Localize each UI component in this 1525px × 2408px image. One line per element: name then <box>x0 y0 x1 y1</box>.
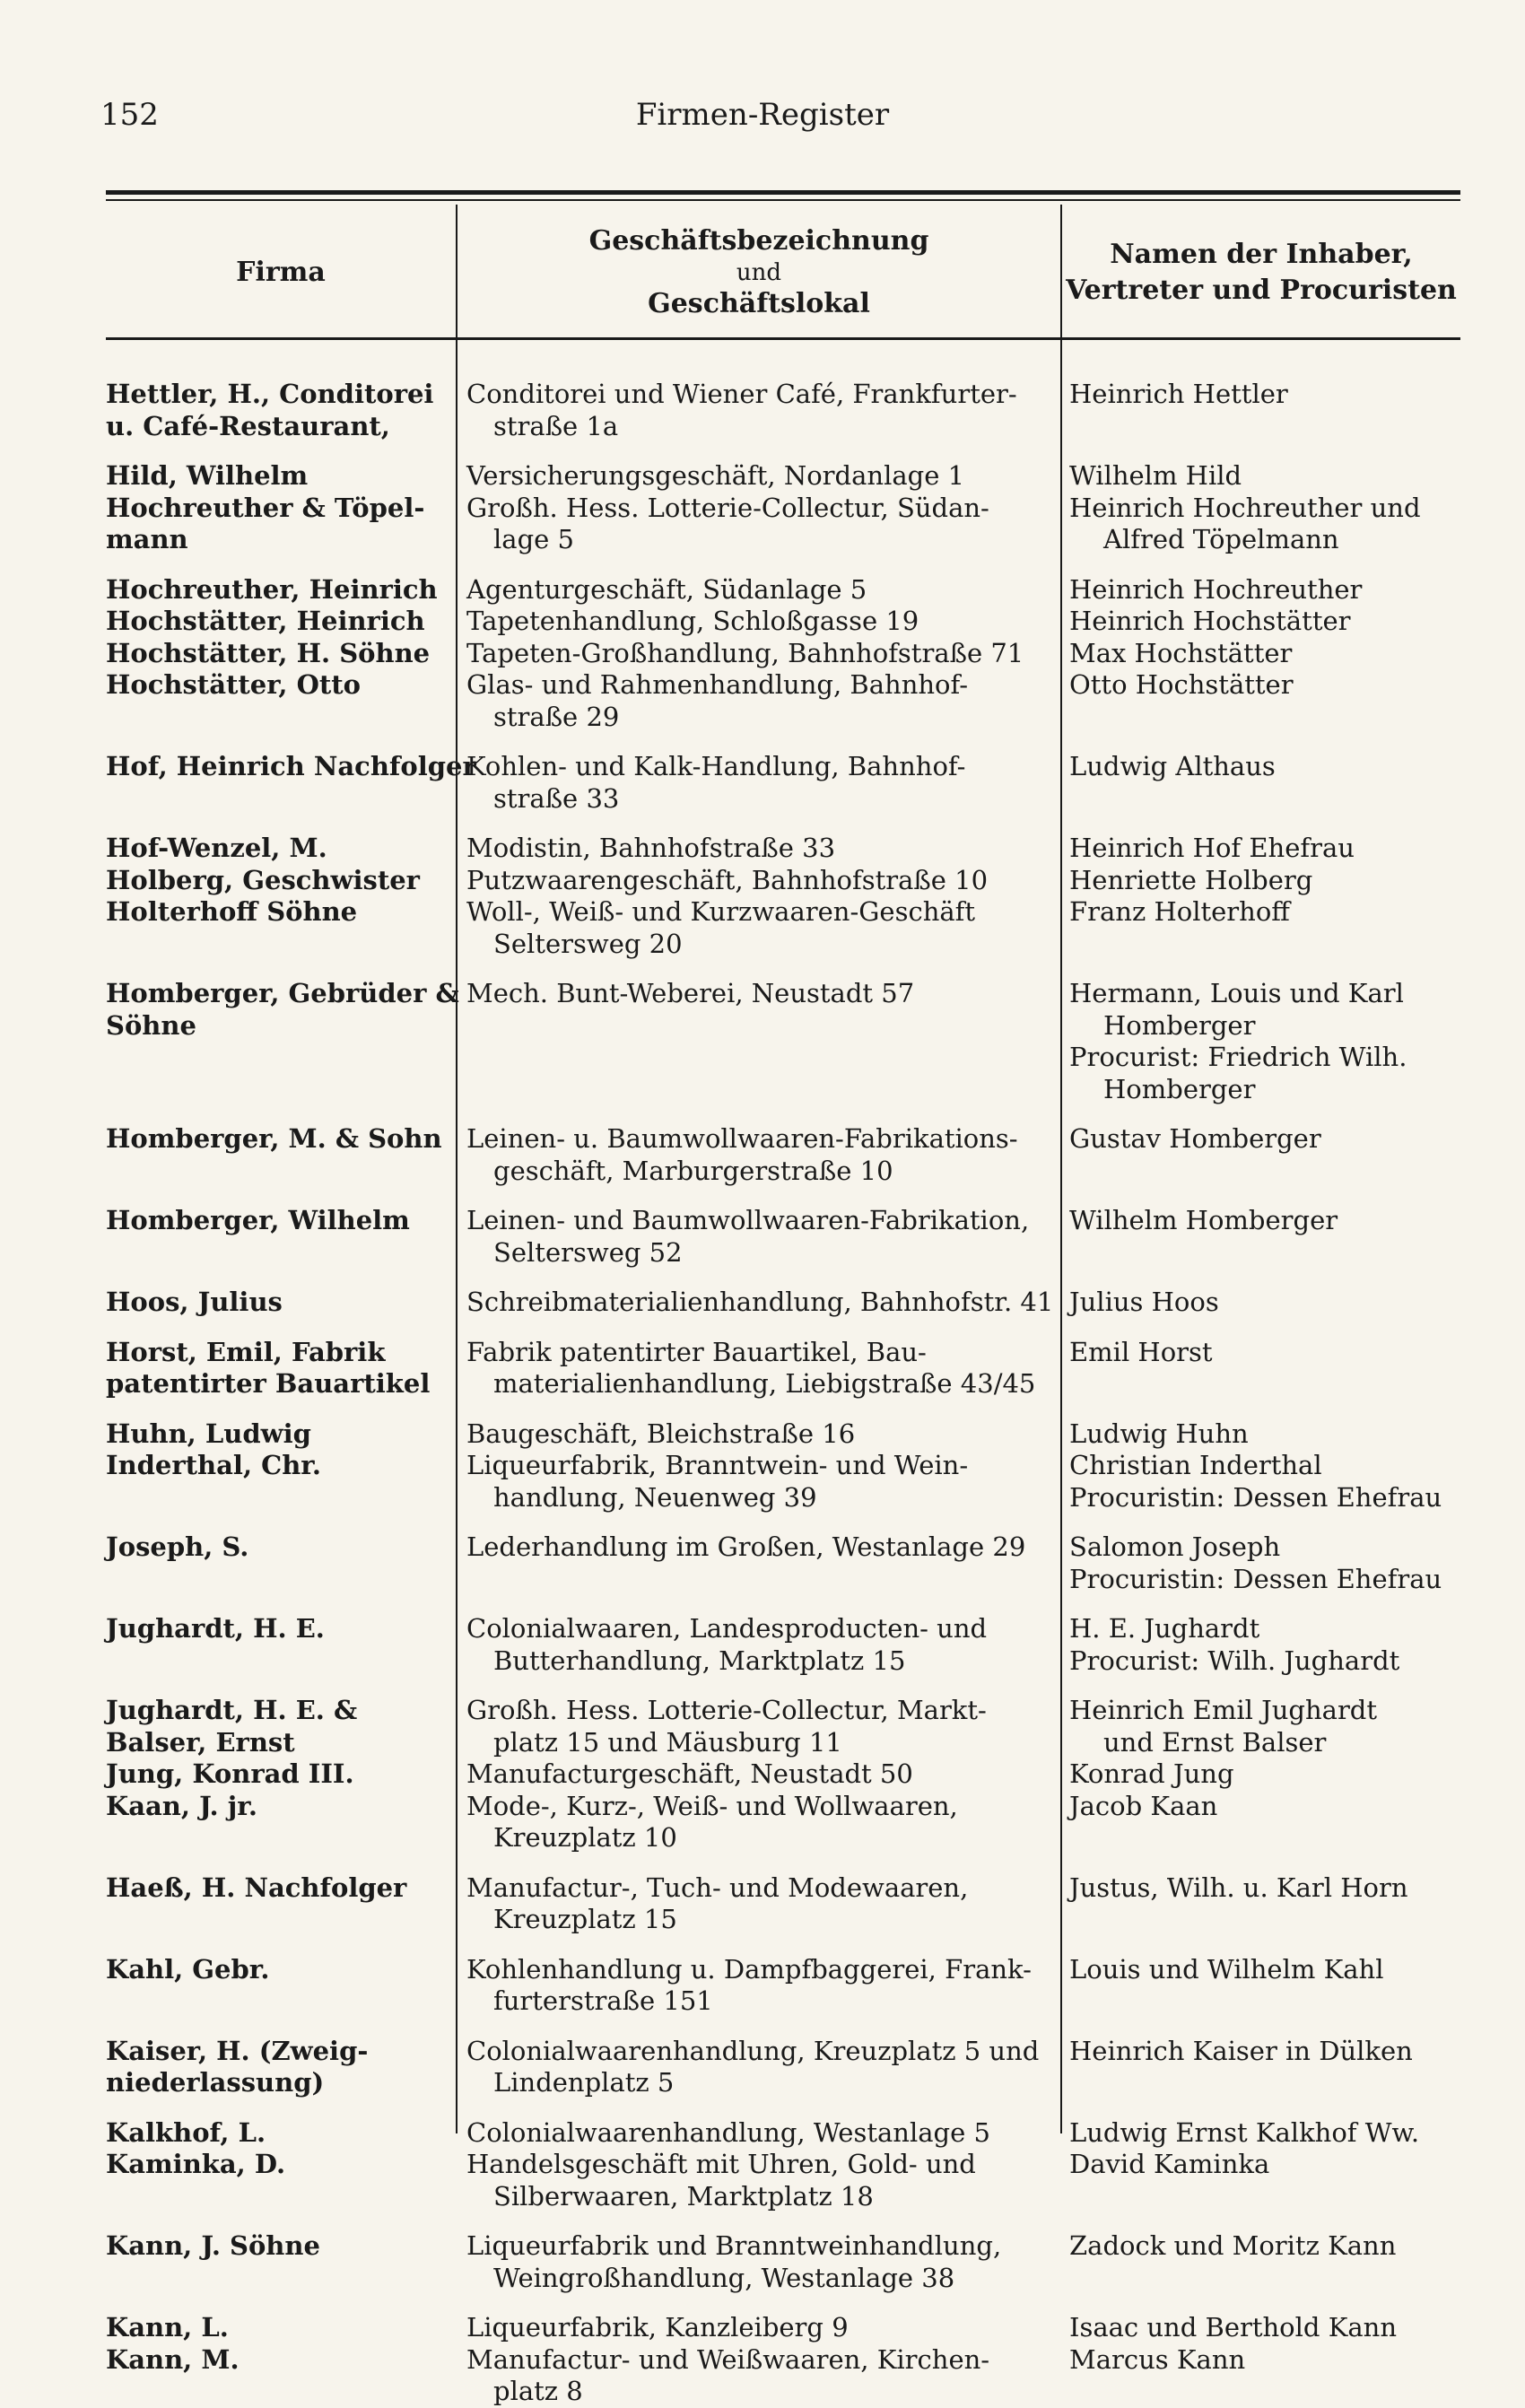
firm-name-line: Kaiser, H. (Zweig- <box>106 2035 369 2066</box>
register-row <box>106 1531 1460 1595</box>
firm-name <box>106 460 456 493</box>
header-bottom-rule <box>106 337 1460 340</box>
column-header-business <box>458 208 1060 337</box>
register-row <box>106 2149 1460 2212</box>
register-row <box>106 1337 1460 1400</box>
owner-names-line: Ludwig Althaus <box>1069 751 1276 781</box>
firm-name-line: Holberg, Geschwister <box>106 864 420 895</box>
column-header-business-line2: Geschäftslokal <box>648 288 870 319</box>
business-description-line: Kohlen- und Kalk-Handlung, Bahnhof- <box>466 751 966 781</box>
business-description <box>456 1758 1059 1791</box>
firm-name-line: Haeß, H. Nachfolger <box>106 1871 407 1903</box>
business-description-line: Leinen- und Baumwollwaaren-Fabrikation, <box>466 1205 1030 1235</box>
firm-name-line: Hochstätter, Otto <box>106 669 361 700</box>
firm-name-line: Homberger, M. & Sohn <box>106 1123 442 1154</box>
business-description-line: materialienhandlung, Liebigstraße 43/45 <box>493 1368 1036 1399</box>
owner-names <box>1059 2149 1460 2212</box>
owner-names-line: Procuristin: Dessen Ehefrau <box>1069 1563 1442 1594</box>
business-description <box>456 1791 1059 1854</box>
firm-name-line: Kaminka, D. <box>106 2149 286 2179</box>
owner-names <box>1059 638 1460 670</box>
register-row <box>106 751 1460 815</box>
column-header-owners-line1: Namen der Inhaber, <box>1110 239 1413 270</box>
firm-name <box>106 2149 456 2212</box>
firm-name <box>106 1418 456 1451</box>
business-description <box>456 2036 1059 2099</box>
business-description-line: Liqueurfabrik, Branntwein- und Wein- <box>466 1450 969 1480</box>
business-description-line: straße 33 <box>493 782 620 814</box>
business-description-line: Seltersweg 20 <box>493 928 683 959</box>
business-description-line: platz 15 und Mäusburg 11 <box>493 1726 842 1758</box>
firm-name <box>106 379 456 442</box>
register-row <box>106 1872 1460 1936</box>
business-description <box>456 638 1059 670</box>
firm-name-line: u. Café-Restaurant, <box>106 410 390 441</box>
owner-names <box>1059 833 1460 865</box>
owner-names-line: Max Hochstätter <box>1069 637 1293 668</box>
owner-names <box>1059 1791 1460 1854</box>
owner-names-line: Wilhelm Hild <box>1069 460 1242 491</box>
register-row <box>106 1287 1460 1319</box>
register-row <box>106 460 1460 493</box>
firm-name-line: patentirter Bauartikel <box>106 1368 431 1399</box>
business-description-line: lage 5 <box>493 524 574 554</box>
register-row <box>106 638 1460 670</box>
firm-name-line: Holterhoff Söhne <box>106 896 358 927</box>
business-description <box>456 606 1059 638</box>
business-description-line: Seltersweg 52 <box>493 1236 683 1268</box>
business-description-line: platz 8 <box>493 2376 583 2406</box>
business-description-line: Modistin, Bahnhofstraße 33 <box>466 833 836 863</box>
register-row <box>106 978 1460 1105</box>
owner-names-line: Jacob Kaan <box>1069 1790 1218 1821</box>
business-description-line: Großh. Hess. Lotterie-Collectur, Südan- <box>466 492 989 523</box>
running-title: Firmen-Register <box>635 97 890 133</box>
business-description-line: Lederhandlung im Großen, Westanlage 29 <box>466 1531 1026 1562</box>
owner-names-line: Procuristin: Dessen Ehefrau <box>1069 1481 1442 1513</box>
business-description <box>456 1872 1059 1936</box>
business-description <box>456 2344 1059 2408</box>
business-description <box>456 896 1059 960</box>
owner-names <box>1059 1954 1460 2018</box>
register-row <box>106 865 1460 897</box>
top-rule-thick <box>106 190 1460 195</box>
firm-name-line: Kalkhof, L. <box>106 2116 266 2148</box>
business-description-line: Baugeschäft, Bleichstraße 16 <box>466 1418 856 1449</box>
register-row <box>106 379 1460 442</box>
firm-name-line: Kahl, Gebr. <box>106 1953 270 1985</box>
owner-names-line: Gustav Homberger <box>1069 1123 1321 1154</box>
firm-name-line: Kann, J. Söhne <box>106 2230 320 2261</box>
column-header-firm <box>106 208 456 337</box>
business-description-line: Colonialwaarenhandlung, Westanlage 5 <box>466 2116 990 2148</box>
firm-name-line: Hild, Wilhelm <box>106 460 309 491</box>
firm-name <box>106 896 456 960</box>
business-description-line: Woll-, Weiß- und Kurzwaaren-Geschäft <box>466 896 976 927</box>
owner-names <box>1059 2230 1460 2294</box>
business-description-line: Liqueurfabrik, Kanzleiberg 9 <box>466 2312 849 2343</box>
top-rule-thin <box>106 199 1460 201</box>
business-description-line: Weingroßhandlung, Westanlage 38 <box>493 2262 955 2293</box>
business-description <box>456 669 1059 733</box>
owner-names <box>1059 1450 1460 1514</box>
owner-names <box>1059 2312 1460 2344</box>
owner-names <box>1059 493 1460 556</box>
firm-name <box>106 1531 456 1595</box>
firm-name-line: mann <box>106 524 188 554</box>
owner-names-line: Procurist: Wilh. Jughardt <box>1069 1645 1400 1676</box>
firm-name <box>106 833 456 865</box>
firm-name <box>106 2312 456 2344</box>
owner-names <box>1059 379 1460 442</box>
owner-names-line: Marcus Kann <box>1069 2343 1246 2375</box>
firm-name <box>106 1450 456 1514</box>
firm-name-line: Hettler, H., Conditorei <box>106 379 434 409</box>
column-header-firm-label: Firma <box>236 257 326 288</box>
owner-names-line: Ludwig Ernst Kalkhof Ww. <box>1069 2116 1420 2148</box>
firm-name <box>106 751 476 815</box>
owner-names-line: H. E. Jughardt <box>1069 1613 1260 1644</box>
business-description <box>456 1287 1059 1319</box>
business-description-line: straße 29 <box>493 701 620 732</box>
owner-names <box>1059 669 1460 733</box>
page-number: 152 <box>100 97 159 133</box>
firm-name-line: Kann, L. <box>106 2312 229 2343</box>
owner-names-line: Justus, Wilh. u. Karl Horn <box>1069 1871 1408 1903</box>
business-description-line: Leinen- u. Baumwollwaaren-Fabrikations- <box>466 1123 1018 1154</box>
owner-names-line: Homberger <box>1103 1009 1256 1041</box>
business-description <box>456 1695 1059 1758</box>
business-description <box>456 978 1059 1105</box>
firm-name <box>106 574 456 606</box>
owner-names-line: Otto Hochstätter <box>1069 669 1294 700</box>
owner-names-line: Salomon Joseph <box>1069 1531 1281 1562</box>
register-row <box>106 669 1460 733</box>
business-description-line: Mech. Bunt-Weberei, Neustadt 57 <box>466 978 915 1008</box>
business-description-line: geschäft, Marburgerstraße 10 <box>493 1155 893 1186</box>
business-description <box>456 1450 1059 1514</box>
owner-names-line: Isaac und Berthold Kann <box>1069 2312 1398 2343</box>
business-description-line: Butterhandlung, Marktplatz 15 <box>493 1645 906 1676</box>
register-row <box>106 2312 1460 2344</box>
column-header-owners-line2: Vertreter und Procuristen <box>1066 275 1457 306</box>
business-description <box>456 1123 1059 1187</box>
business-description-line: Agenturgeschäft, Südanlage 5 <box>466 573 867 605</box>
owner-names <box>1059 460 1460 493</box>
owner-names <box>1059 1418 1460 1451</box>
firm-name <box>106 1791 456 1854</box>
business-description <box>456 833 1059 865</box>
firm-name-line: Hochreuther, Heinrich <box>106 573 438 605</box>
firm-name <box>106 978 459 1105</box>
firm-name-line: Hoos, Julius <box>106 1287 283 1317</box>
business-description-line: Großh. Hess. Lotterie-Collectur, Markt- <box>466 1695 987 1725</box>
business-description-line: Kreuzplatz 15 <box>493 1904 677 1934</box>
column-header-business-line1: Geschäftsbezeichnung <box>588 225 929 257</box>
register-row <box>106 493 1460 556</box>
business-description <box>456 460 1059 493</box>
firm-name-line: Hochreuther & Töpel- <box>106 492 425 523</box>
business-description-line: Versicherungsgeschäft, Nordanlage 1 <box>466 460 965 491</box>
firm-name <box>106 493 456 556</box>
owner-names-line: Julius Hoos <box>1069 1287 1219 1317</box>
business-description-line: handlung, Neuenweg 39 <box>493 1481 817 1513</box>
firm-name <box>106 1872 456 1936</box>
firm-name <box>106 2230 456 2294</box>
register-row <box>106 1613 1460 1677</box>
owner-names <box>1059 1872 1460 1936</box>
register-row <box>106 1758 1460 1791</box>
firm-name-line: Jughardt, H. E. & <box>106 1695 358 1725</box>
business-description-line: Kohlenhandlung u. Dampfbaggerei, Frank- <box>466 1953 1032 1985</box>
business-description <box>456 865 1059 897</box>
business-description-line: Kreuzplatz 10 <box>493 1822 677 1853</box>
owner-names <box>1059 1758 1460 1791</box>
owner-names-line: Louis und Wilhelm Kahl <box>1069 1953 1384 1985</box>
register-row <box>106 2117 1460 2150</box>
owner-names-line: Heinrich Hochreuther und <box>1069 492 1421 523</box>
firm-name-line: Kaan, J. jr. <box>106 1790 257 1821</box>
firm-name <box>106 1337 456 1400</box>
business-description-line: Manufactur-, Tuch- und Modewaaren, <box>466 1871 969 1903</box>
register-row <box>106 2036 1460 2099</box>
business-description <box>456 574 1059 606</box>
firm-name-line: Hof, Heinrich Nachfolger <box>106 751 476 781</box>
register-row <box>106 2230 1460 2294</box>
business-description <box>456 1418 1059 1451</box>
firm-name-line: Hochstätter, Heinrich <box>106 606 425 636</box>
business-description-line: Mode-, Kurz-, Weiß- und Wollwaaren, <box>466 1790 958 1821</box>
firm-name <box>106 606 456 638</box>
owner-names-line: Heinrich Emil Jughardt <box>1069 1695 1378 1725</box>
owner-names <box>1059 1205 1460 1269</box>
owner-names-line: Homberger <box>1103 1073 1256 1104</box>
owner-names-line: Zadock und Moritz Kann <box>1069 2230 1397 2261</box>
firm-name-line: Balser, Ernst <box>106 1726 295 1758</box>
business-description-line: Putzwaarengeschäft, Bahnhofstraße 10 <box>466 864 989 895</box>
register-entries <box>106 379 1460 2408</box>
owner-names-line: Alfred Töpelmann <box>1103 524 1339 554</box>
owner-names-line: Heinrich Kaiser in Dülken <box>1069 2035 1413 2066</box>
owner-names <box>1059 1123 1460 1187</box>
owner-names <box>1059 978 1460 1105</box>
owner-names-line: Ludwig Huhn <box>1069 1418 1249 1449</box>
owner-names <box>1059 1695 1460 1758</box>
business-description <box>456 493 1059 556</box>
column-header-owners <box>1062 208 1460 337</box>
owner-names <box>1059 606 1460 638</box>
firm-name <box>106 2036 456 2099</box>
owner-names-line: Wilhelm Homberger <box>1069 1205 1338 1235</box>
firm-name-line: Homberger, Wilhelm <box>106 1205 410 1235</box>
business-description-line: Fabrik patentirter Bauartikel, Bau- <box>466 1336 927 1367</box>
register-row <box>106 896 1460 960</box>
business-description <box>456 1205 1059 1269</box>
owner-names <box>1059 896 1460 960</box>
business-description-line: Manufacturgeschäft, Neustadt 50 <box>466 1758 913 1789</box>
firm-name <box>106 1613 456 1677</box>
firm-name-line: Huhn, Ludwig <box>106 1418 311 1449</box>
owner-names <box>1059 2117 1460 2150</box>
firm-name <box>106 1695 456 1758</box>
business-description <box>456 2149 1059 2212</box>
owner-names-line: und Ernst Balser <box>1103 1726 1327 1758</box>
owner-names-line: Heinrich Hochstätter <box>1069 606 1351 636</box>
business-description <box>456 1613 1059 1677</box>
firm-name <box>106 1205 456 1269</box>
business-description-line: Tapetenhandlung, Schloßgasse 19 <box>466 606 919 636</box>
business-description-line: Silberwaaren, Marktplatz 18 <box>493 2180 874 2212</box>
firm-name <box>106 1954 456 2018</box>
business-description-line: Colonialwaarenhandlung, Kreuzplatz 5 und <box>466 2035 1040 2066</box>
firm-name <box>106 669 456 733</box>
firm-name-line: Joseph, S. <box>106 1531 249 1562</box>
owner-names-line: Procurist: Friedrich Wilh. <box>1069 1042 1407 1072</box>
owner-names-line: Henriette Holberg <box>1069 864 1313 895</box>
business-description <box>456 379 1059 442</box>
firm-name <box>106 2344 456 2408</box>
firm-name-line: Inderthal, Chr. <box>106 1450 322 1480</box>
owner-names <box>1059 2036 1460 2099</box>
register-row <box>106 1695 1460 1758</box>
owner-names-line: Heinrich Hochreuther <box>1069 573 1363 605</box>
firm-name-line: Kann, M. <box>106 2343 240 2375</box>
register-row <box>106 1418 1460 1451</box>
business-description-line: Tapeten-Großhandlung, Bahnhofstraße 71 <box>466 637 1024 668</box>
business-description <box>456 1531 1059 1595</box>
register-row <box>106 1205 1460 1269</box>
owner-names-line: Hermann, Louis und Karl <box>1069 978 1404 1008</box>
firm-name <box>106 865 456 897</box>
firm-name-line: Homberger, Gebrüder & <box>106 978 459 1008</box>
firm-name-line: Hochstätter, H. Söhne <box>106 637 431 668</box>
owner-names <box>1059 2344 1460 2408</box>
firm-name-line: Horst, Emil, Fabrik <box>106 1336 386 1367</box>
owner-names-line: Christian Inderthal <box>1069 1450 1322 1480</box>
business-description-line: Liqueurfabrik und Branntweinhandlung, <box>466 2230 1002 2261</box>
owner-names-line: Heinrich Hof Ehefrau <box>1069 833 1355 863</box>
register-row <box>106 1123 1460 1187</box>
business-description <box>456 751 1059 815</box>
business-description <box>456 2230 1059 2294</box>
business-description <box>456 2312 1059 2344</box>
business-description-line: Schreibmaterialienhandlung, Bahnhofstr. 41 <box>466 1287 1054 1317</box>
business-description-line: Conditorei und Wiener Café, Frankfurter- <box>466 379 1017 409</box>
firm-name-line: Jung, Konrad III. <box>106 1758 354 1789</box>
owner-names <box>1059 865 1460 897</box>
business-description <box>456 2117 1059 2150</box>
owner-names-line: David Kaminka <box>1069 2149 1270 2179</box>
business-description <box>456 1954 1059 2018</box>
business-description-line: Lindenplatz 5 <box>493 2067 675 2098</box>
owner-names <box>1059 751 1460 815</box>
register-row <box>106 1954 1460 2018</box>
business-description-line: Colonialwaaren, Landesproducten- und <box>466 1613 988 1644</box>
register-row <box>106 574 1460 606</box>
business-description-line: furterstraße 151 <box>493 1985 713 2016</box>
owner-names <box>1059 1531 1460 1595</box>
firm-name-line: niederlassung) <box>106 2067 325 2098</box>
owner-names <box>1059 1287 1460 1319</box>
owner-names-line: Konrad Jung <box>1069 1758 1234 1789</box>
firm-name-line: Söhne <box>106 1009 196 1041</box>
owner-names-line: Franz Holterhoff <box>1069 896 1290 927</box>
register-row <box>106 1791 1460 1854</box>
register-row <box>106 2344 1460 2408</box>
business-description-line: straße 1a <box>493 410 619 441</box>
business-description-line: Manufactur- und Weißwaaren, Kirchen- <box>466 2343 990 2375</box>
firm-name <box>106 1287 456 1319</box>
owner-names <box>1059 1337 1460 1400</box>
firm-name <box>106 1123 456 1187</box>
register-row <box>106 833 1460 865</box>
firm-name <box>106 638 456 670</box>
owner-names-line: Emil Horst <box>1069 1336 1213 1367</box>
owner-names <box>1059 1613 1460 1677</box>
business-description <box>456 1337 1059 1400</box>
business-description-line: Glas- und Rahmenhandlung, Bahnhof- <box>466 669 969 700</box>
column-header-business-and: und <box>736 259 782 286</box>
register-row <box>106 606 1460 638</box>
owner-names <box>1059 574 1460 606</box>
register-row <box>106 1450 1460 1514</box>
firm-name-line: Jughardt, H. E. <box>106 1613 325 1644</box>
business-description-line: Handelsgeschäft mit Uhren, Gold- und <box>466 2149 976 2179</box>
firm-name <box>106 2117 456 2150</box>
firm-name-line: Hof-Wenzel, M. <box>106 833 327 863</box>
firm-name <box>106 1758 456 1791</box>
owner-names-line: Heinrich Hettler <box>1069 379 1288 409</box>
